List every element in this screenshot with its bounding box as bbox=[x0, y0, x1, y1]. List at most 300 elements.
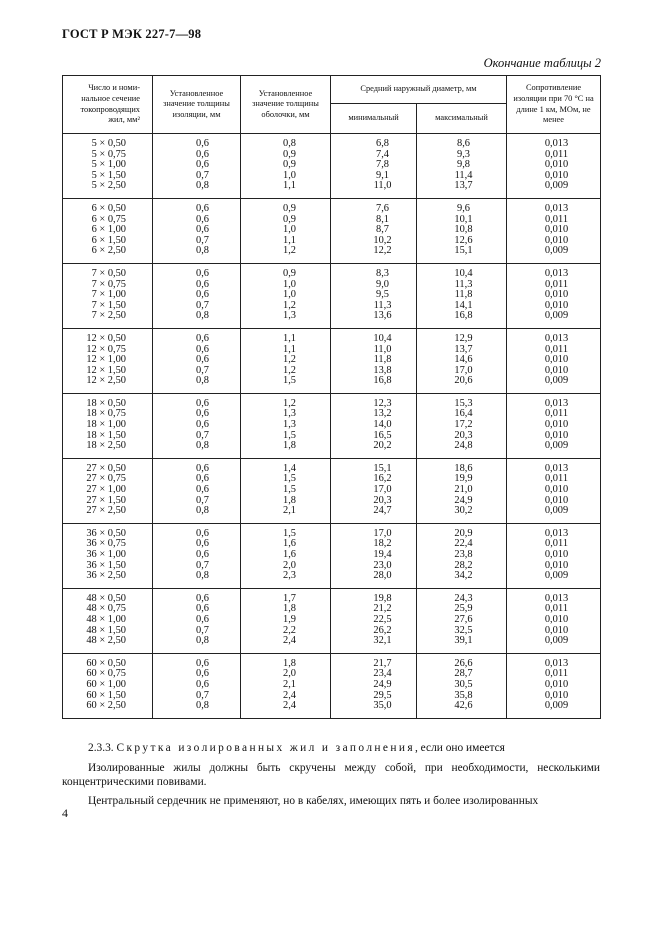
cell-insulation bbox=[153, 134, 241, 199]
sheath-value: 1,9 bbox=[283, 613, 296, 625]
insulation-value: 0,6 bbox=[196, 668, 209, 680]
insulation-value: 0,6 bbox=[196, 148, 209, 160]
diameter-min-value: 11,8 bbox=[373, 354, 392, 366]
diameter-min-value: 12,3 bbox=[373, 397, 392, 409]
resistance-value: 0,010 bbox=[544, 169, 569, 181]
insulation-value: 0,8 bbox=[196, 635, 209, 647]
sheath-value: 2,4 bbox=[283, 700, 296, 712]
diameter-min-value: 17,0 bbox=[373, 484, 392, 496]
diameter-max-value: 34,2 bbox=[454, 570, 473, 582]
section-value: 7 × 2,50 bbox=[91, 310, 126, 322]
resistance-value: 0,011 bbox=[545, 343, 569, 355]
section-value: 5 × 1,50 bbox=[91, 169, 126, 181]
resistance-value: 0,009 bbox=[544, 310, 569, 322]
insulation-value: 0,7 bbox=[196, 494, 209, 506]
section-value: 27 × 0,50 bbox=[86, 462, 126, 474]
clause-number: 2.3.3. bbox=[88, 742, 114, 754]
sheath-value: 1,1 bbox=[283, 234, 296, 246]
diameter-min-value: 23,4 bbox=[373, 668, 392, 680]
section-value: 60 × 1,00 bbox=[86, 678, 126, 690]
section-value: 12 × 1,00 bbox=[86, 354, 126, 366]
clause-tail: , если оно имеется bbox=[414, 742, 505, 754]
sheath-value: 2,0 bbox=[283, 668, 296, 680]
insulation-value: 0,6 bbox=[196, 613, 209, 625]
table-row-group bbox=[63, 328, 601, 393]
sheath-value: 1,1 bbox=[283, 332, 296, 344]
diameter-min-value: 16,2 bbox=[373, 473, 392, 485]
diameter-max-value: 19,9 bbox=[454, 473, 473, 485]
diameter-max-value: 15,3 bbox=[454, 397, 473, 409]
diameter-min-value: 8,3 bbox=[376, 267, 389, 279]
insulation-value: 0,6 bbox=[196, 678, 209, 690]
diameter-max-value: 17,0 bbox=[454, 364, 473, 376]
cell-section bbox=[63, 588, 153, 653]
insulation-value: 0,6 bbox=[196, 549, 209, 560]
diameter-max-value: 42,6 bbox=[454, 700, 473, 712]
sheath-value: 1,6 bbox=[283, 538, 296, 550]
insulation-value: 0,6 bbox=[196, 473, 209, 485]
section-value: 18 × 1,00 bbox=[86, 419, 126, 431]
table-row-group bbox=[63, 458, 601, 523]
insulation-value: 0,8 bbox=[196, 310, 209, 322]
diameter-max-value: 11,8 bbox=[454, 289, 473, 301]
cell-section bbox=[63, 653, 153, 718]
cell-insulation bbox=[153, 523, 241, 588]
diameter-max-value: 10,8 bbox=[454, 224, 473, 236]
sheath-value: 2,1 bbox=[283, 505, 296, 517]
paragraph-1: Изолированные жилы должны быть скручены между собой, при необходимости, несколькими концентрическими повивами. bbox=[62, 761, 600, 788]
sheath-value: 1,8 bbox=[283, 440, 296, 452]
insulation-value: 0,8 bbox=[196, 375, 209, 387]
diameter-min-value: 11,3 bbox=[373, 299, 392, 311]
cell-diameter-min bbox=[331, 393, 417, 458]
diameter-max-value: 24,9 bbox=[454, 494, 473, 506]
clause-heading: Скрутка изолированных жил и заполнения bbox=[116, 742, 415, 754]
diameter-max-value: 25,9 bbox=[454, 603, 473, 615]
insulation-value: 0,6 bbox=[196, 603, 209, 615]
diameter-max-value: 9,3 bbox=[457, 148, 470, 160]
insulation-value: 0,7 bbox=[196, 429, 209, 441]
resistance-value: 0,010 bbox=[544, 559, 569, 571]
diameter-max-value: 9,6 bbox=[457, 202, 470, 214]
diameter-max-value: 21,0 bbox=[454, 484, 473, 496]
cell-diameter-min bbox=[331, 134, 417, 199]
diameter-min-value: 19,8 bbox=[373, 592, 392, 604]
cell-sheath bbox=[241, 653, 331, 718]
section-value: 12 × 0,50 bbox=[86, 332, 126, 344]
section-value: 18 × 1,50 bbox=[86, 429, 126, 441]
diameter-min-value: 7,4 bbox=[376, 148, 389, 160]
sheath-value: 2,0 bbox=[283, 559, 296, 571]
resistance-value: 0,011 bbox=[545, 668, 569, 680]
diameter-max-value: 28,7 bbox=[454, 668, 473, 680]
diameter-max-value: 10,4 bbox=[454, 267, 473, 279]
diameter-max-value: 32,5 bbox=[454, 624, 473, 636]
cell-sheath bbox=[241, 263, 331, 328]
cell-section bbox=[63, 393, 153, 458]
insulation-value: 0,6 bbox=[196, 138, 209, 149]
sheath-value: 1,3 bbox=[283, 310, 296, 322]
cell-insulation bbox=[153, 458, 241, 523]
resistance-value: 0,010 bbox=[544, 299, 569, 311]
cell-sheath bbox=[241, 393, 331, 458]
cell-diameter-min bbox=[331, 523, 417, 588]
sheath-value: 1,5 bbox=[283, 473, 296, 485]
resistance-value: 0,009 bbox=[544, 180, 569, 192]
diameter-min-value: 26,2 bbox=[373, 624, 392, 636]
insulation-value: 0,8 bbox=[196, 505, 209, 517]
diameter-max-value: 20,6 bbox=[454, 375, 473, 387]
resistance-value: 0,009 bbox=[544, 570, 569, 582]
clause-paragraph bbox=[62, 742, 600, 756]
section-value: 60 × 1,50 bbox=[86, 689, 126, 701]
table-row-group bbox=[63, 134, 601, 199]
sheath-value: 1,2 bbox=[283, 364, 296, 376]
diameter-max-value: 24,3 bbox=[454, 592, 473, 604]
insulation-value: 0,6 bbox=[196, 289, 209, 301]
diameter-max-value: 17,2 bbox=[454, 419, 473, 431]
sheath-value: 1,8 bbox=[283, 603, 296, 615]
sheath-value: 1,5 bbox=[283, 429, 296, 441]
diameter-min-value: 29,5 bbox=[373, 689, 392, 701]
resistance-value: 0,013 bbox=[544, 397, 569, 409]
sheath-value: 1,0 bbox=[283, 169, 296, 181]
diameter-min-value: 23,0 bbox=[373, 559, 392, 571]
cell-section bbox=[63, 198, 153, 263]
sheath-value: 1,2 bbox=[283, 245, 296, 257]
diameter-min-value: 13,2 bbox=[373, 408, 392, 420]
section-value: 48 × 0,50 bbox=[86, 592, 126, 604]
sheath-value: 0,9 bbox=[283, 148, 296, 160]
insulation-value: 0,6 bbox=[196, 213, 209, 225]
cell-resistance bbox=[507, 588, 601, 653]
sheath-value: 1,5 bbox=[283, 375, 296, 387]
sheath-value: 1,8 bbox=[283, 494, 296, 506]
cell-diameter-min bbox=[331, 588, 417, 653]
cell-section bbox=[63, 458, 153, 523]
section-value: 6 × 0,75 bbox=[91, 213, 126, 225]
document-header: ГОСТ Р МЭК 227-7—98 bbox=[62, 27, 202, 41]
section-value: 36 × 0,50 bbox=[86, 527, 126, 539]
cell-resistance bbox=[507, 458, 601, 523]
sheath-value: 0,9 bbox=[283, 159, 296, 171]
resistance-value: 0,013 bbox=[544, 202, 569, 214]
insulation-value: 0,6 bbox=[196, 278, 209, 290]
resistance-value: 0,009 bbox=[544, 440, 569, 452]
cell-diameter-min bbox=[331, 458, 417, 523]
sheath-value: 1,0 bbox=[283, 289, 296, 301]
cell-diameter-max bbox=[417, 328, 507, 393]
diameter-min-value: 21,7 bbox=[373, 657, 392, 669]
sheath-value: 1,2 bbox=[283, 299, 296, 311]
resistance-value: 0,010 bbox=[544, 613, 569, 625]
diameter-min-value: 24,7 bbox=[373, 505, 392, 517]
diameter-max-value: 24,8 bbox=[454, 440, 473, 452]
insulation-value: 0,6 bbox=[196, 592, 209, 604]
diameter-max-value: 13,7 bbox=[454, 343, 473, 355]
insulation-value: 0,7 bbox=[196, 234, 209, 246]
insulation-value: 0,7 bbox=[196, 169, 209, 181]
section-value: 12 × 0,75 bbox=[86, 343, 126, 355]
header-resistance: Сопротивление изоляции при 70 °С на длине 1 км, МОм, не менее bbox=[507, 76, 601, 134]
section-value: 5 × 0,50 bbox=[91, 138, 126, 149]
section-value: 60 × 0,50 bbox=[86, 657, 126, 669]
table-row-group bbox=[63, 393, 601, 458]
diameter-min-value: 8,7 bbox=[376, 224, 389, 236]
resistance-value: 0,010 bbox=[544, 159, 569, 171]
cell-diameter-min bbox=[331, 198, 417, 263]
diameter-max-value: 20,3 bbox=[454, 429, 473, 441]
section-value: 36 × 0,75 bbox=[86, 538, 126, 550]
cell-sheath bbox=[241, 588, 331, 653]
header-min: минимальный bbox=[331, 104, 417, 134]
diameter-max-value: 10,1 bbox=[454, 213, 473, 225]
diameter-max-value: 26,6 bbox=[454, 657, 473, 669]
sheath-value: 1,6 bbox=[283, 549, 296, 560]
sheath-value: 1,1 bbox=[283, 180, 296, 192]
diameter-min-value: 9,1 bbox=[376, 169, 389, 181]
resistance-value: 0,010 bbox=[544, 419, 569, 431]
sheath-value: 1,3 bbox=[283, 408, 296, 420]
diameter-max-value: 39,1 bbox=[454, 635, 473, 647]
diameter-max-value: 15,1 bbox=[454, 245, 473, 257]
table-row-group bbox=[63, 198, 601, 263]
diameter-max-value: 14,1 bbox=[454, 299, 473, 311]
diameter-max-value: 14,6 bbox=[454, 354, 473, 366]
section-value: 12 × 2,50 bbox=[86, 375, 126, 387]
section-value: 27 × 0,75 bbox=[86, 473, 126, 485]
insulation-value: 0,6 bbox=[196, 397, 209, 409]
diameter-min-value: 11,0 bbox=[373, 343, 392, 355]
cell-sheath bbox=[241, 198, 331, 263]
diameter-max-value: 12,9 bbox=[454, 332, 473, 344]
diameter-min-value: 32,1 bbox=[373, 635, 392, 647]
insulation-value: 0,7 bbox=[196, 689, 209, 701]
header-section: Число и номи-нальное сечение токопроводящих жил, мм² bbox=[63, 76, 153, 134]
diameter-max-value: 18,6 bbox=[454, 462, 473, 474]
diameter-min-value: 9,0 bbox=[376, 278, 389, 290]
diameter-max-value: 22,4 bbox=[454, 538, 473, 550]
body-text bbox=[62, 742, 600, 809]
sheath-value: 2,2 bbox=[283, 624, 296, 636]
resistance-value: 0,010 bbox=[544, 289, 569, 301]
cell-sheath bbox=[241, 458, 331, 523]
cell-diameter-max bbox=[417, 263, 507, 328]
sheath-value: 2,4 bbox=[283, 635, 296, 647]
diameter-max-value: 30,5 bbox=[454, 678, 473, 690]
cell-insulation bbox=[153, 393, 241, 458]
cell-sheath bbox=[241, 134, 331, 199]
resistance-value: 0,010 bbox=[544, 494, 569, 506]
diameter-min-value: 14,0 bbox=[373, 419, 392, 431]
resistance-value: 0,010 bbox=[544, 234, 569, 246]
insulation-value: 0,7 bbox=[196, 299, 209, 311]
section-value: 18 × 0,50 bbox=[86, 397, 126, 409]
resistance-value: 0,011 bbox=[545, 213, 569, 225]
cell-section bbox=[63, 328, 153, 393]
diameter-min-value: 11,0 bbox=[373, 180, 392, 192]
section-value: 7 × 0,75 bbox=[91, 278, 126, 290]
section-value: 7 × 1,50 bbox=[91, 299, 126, 311]
diameter-min-value: 16,8 bbox=[373, 375, 392, 387]
cell-diameter-max bbox=[417, 653, 507, 718]
header-insulation: Установленное значение толщины изоляции, мм bbox=[153, 76, 241, 134]
resistance-value: 0,010 bbox=[544, 429, 569, 441]
diameter-min-value: 13,8 bbox=[373, 364, 392, 376]
resistance-value: 0,011 bbox=[545, 538, 569, 550]
table-caption: Окончание таблицы 2 bbox=[483, 56, 601, 70]
diameter-min-value: 19,4 bbox=[373, 549, 392, 560]
sheath-value: 2,3 bbox=[283, 570, 296, 582]
cell-diameter-max bbox=[417, 393, 507, 458]
sheath-value: 0,9 bbox=[283, 213, 296, 225]
diameter-min-value: 28,0 bbox=[373, 570, 392, 582]
insulation-value: 0,6 bbox=[196, 657, 209, 669]
resistance-value: 0,009 bbox=[544, 700, 569, 712]
resistance-value: 0,013 bbox=[544, 527, 569, 539]
section-value: 60 × 0,75 bbox=[86, 668, 126, 680]
diameter-min-value: 7,8 bbox=[376, 159, 389, 171]
diameter-min-value: 16,5 bbox=[373, 429, 392, 441]
sheath-value: 2,4 bbox=[283, 689, 296, 701]
cell-insulation bbox=[153, 328, 241, 393]
cell-diameter-min bbox=[331, 653, 417, 718]
sheath-value: 2,1 bbox=[283, 678, 296, 690]
cell-section bbox=[63, 263, 153, 328]
resistance-value: 0,010 bbox=[544, 678, 569, 690]
cell-diameter-max bbox=[417, 198, 507, 263]
table-row-group bbox=[63, 263, 601, 328]
diameter-min-value: 20,2 bbox=[373, 440, 392, 452]
cell-insulation bbox=[153, 588, 241, 653]
diameter-min-value: 13,6 bbox=[373, 310, 392, 322]
section-value: 7 × 0,50 bbox=[91, 267, 126, 279]
diameter-min-value: 17,0 bbox=[373, 527, 392, 539]
cell-resistance bbox=[507, 198, 601, 263]
diameter-min-value: 15,1 bbox=[373, 462, 392, 474]
resistance-value: 0,011 bbox=[545, 148, 569, 160]
resistance-value: 0,011 bbox=[545, 603, 569, 615]
resistance-value: 0,009 bbox=[544, 245, 569, 257]
section-value: 36 × 2,50 bbox=[86, 570, 126, 582]
cell-insulation bbox=[153, 263, 241, 328]
insulation-value: 0,6 bbox=[196, 484, 209, 496]
resistance-value: 0,009 bbox=[544, 635, 569, 647]
section-value: 48 × 1,00 bbox=[86, 613, 126, 625]
sheath-value: 1,5 bbox=[283, 527, 296, 539]
insulation-value: 0,7 bbox=[196, 559, 209, 571]
insulation-value: 0,6 bbox=[196, 332, 209, 344]
paragraph-2: Центральный сердечник не применяют, но в кабелях, имеющих пять и более изолированных bbox=[88, 795, 539, 808]
cell-diameter-min bbox=[331, 263, 417, 328]
insulation-value: 0,7 bbox=[196, 364, 209, 376]
insulation-value: 0,6 bbox=[196, 354, 209, 366]
diameter-min-value: 9,5 bbox=[376, 289, 389, 301]
cell-insulation bbox=[153, 653, 241, 718]
diameter-max-value: 20,9 bbox=[454, 527, 473, 539]
cell-resistance bbox=[507, 523, 601, 588]
section-value: 27 × 1,00 bbox=[86, 484, 126, 496]
insulation-value: 0,6 bbox=[196, 538, 209, 550]
insulation-value: 0,6 bbox=[196, 408, 209, 420]
sheath-value: 1,7 bbox=[283, 592, 296, 604]
diameter-min-value: 10,4 bbox=[373, 332, 392, 344]
resistance-value: 0,013 bbox=[544, 592, 569, 604]
diameter-max-value: 9,8 bbox=[457, 159, 470, 171]
cell-resistance bbox=[507, 393, 601, 458]
resistance-value: 0,013 bbox=[544, 267, 569, 279]
section-value: 6 × 2,50 bbox=[91, 245, 126, 257]
cell-sheath bbox=[241, 328, 331, 393]
insulation-value: 0,8 bbox=[196, 700, 209, 712]
cell-resistance bbox=[507, 263, 601, 328]
section-value: 5 × 1,00 bbox=[91, 159, 126, 171]
resistance-value: 0,010 bbox=[544, 624, 569, 636]
insulation-value: 0,8 bbox=[196, 440, 209, 452]
cell-diameter-max bbox=[417, 458, 507, 523]
diameter-min-value: 8,1 bbox=[376, 213, 389, 225]
sheath-value: 1,4 bbox=[283, 462, 296, 474]
section-value: 27 × 1,50 bbox=[86, 494, 126, 506]
diameter-min-value: 10,2 bbox=[373, 234, 392, 246]
section-value: 48 × 1,50 bbox=[86, 624, 126, 636]
insulation-value: 0,6 bbox=[196, 462, 209, 474]
diameter-max-value: 23,8 bbox=[454, 549, 473, 560]
resistance-value: 0,010 bbox=[544, 354, 569, 366]
header-diameter: Средний наружный диаметр, мм bbox=[331, 76, 507, 104]
diameter-max-value: 27,6 bbox=[454, 613, 473, 625]
section-value: 5 × 2,50 bbox=[91, 180, 126, 192]
section-value: 18 × 0,75 bbox=[86, 408, 126, 420]
section-value: 36 × 1,00 bbox=[86, 549, 126, 560]
insulation-value: 0,6 bbox=[196, 419, 209, 431]
sheath-value: 0,8 bbox=[283, 138, 296, 149]
diameter-min-value: 7,6 bbox=[376, 202, 389, 214]
section-value: 5 × 0,75 bbox=[91, 148, 126, 160]
cell-diameter-max bbox=[417, 134, 507, 199]
insulation-value: 0,6 bbox=[196, 267, 209, 279]
resistance-value: 0,010 bbox=[544, 689, 569, 701]
resistance-value: 0,013 bbox=[544, 657, 569, 669]
diameter-min-value: 6,8 bbox=[376, 138, 389, 149]
cell-sheath bbox=[241, 523, 331, 588]
section-value: 48 × 2,50 bbox=[86, 635, 126, 647]
cell-insulation bbox=[153, 198, 241, 263]
cell-resistance bbox=[507, 328, 601, 393]
section-value: 27 × 2,50 bbox=[86, 505, 126, 517]
insulation-value: 0,6 bbox=[196, 527, 209, 539]
sheath-value: 1,3 bbox=[283, 419, 296, 431]
insulation-value: 0,8 bbox=[196, 180, 209, 192]
diameter-min-value: 24,9 bbox=[373, 678, 392, 690]
diameter-max-value: 16,4 bbox=[454, 408, 473, 420]
diameter-max-value: 16,8 bbox=[454, 310, 473, 322]
table-row-group bbox=[63, 653, 601, 718]
resistance-value: 0,013 bbox=[544, 462, 569, 474]
resistance-value: 0,011 bbox=[545, 278, 569, 290]
sheath-value: 1,0 bbox=[283, 224, 296, 236]
cell-section bbox=[63, 134, 153, 199]
diameter-max-value: 30,2 bbox=[454, 505, 473, 517]
resistance-value: 0,011 bbox=[545, 408, 569, 420]
cell-diameter-max bbox=[417, 523, 507, 588]
insulation-value: 0,6 bbox=[196, 224, 209, 236]
insulation-value: 0,8 bbox=[196, 570, 209, 582]
diameter-min-value: 12,2 bbox=[373, 245, 392, 257]
insulation-value: 0,8 bbox=[196, 245, 209, 257]
diameter-min-value: 35,0 bbox=[373, 700, 392, 712]
sheath-value: 1,5 bbox=[283, 484, 296, 496]
